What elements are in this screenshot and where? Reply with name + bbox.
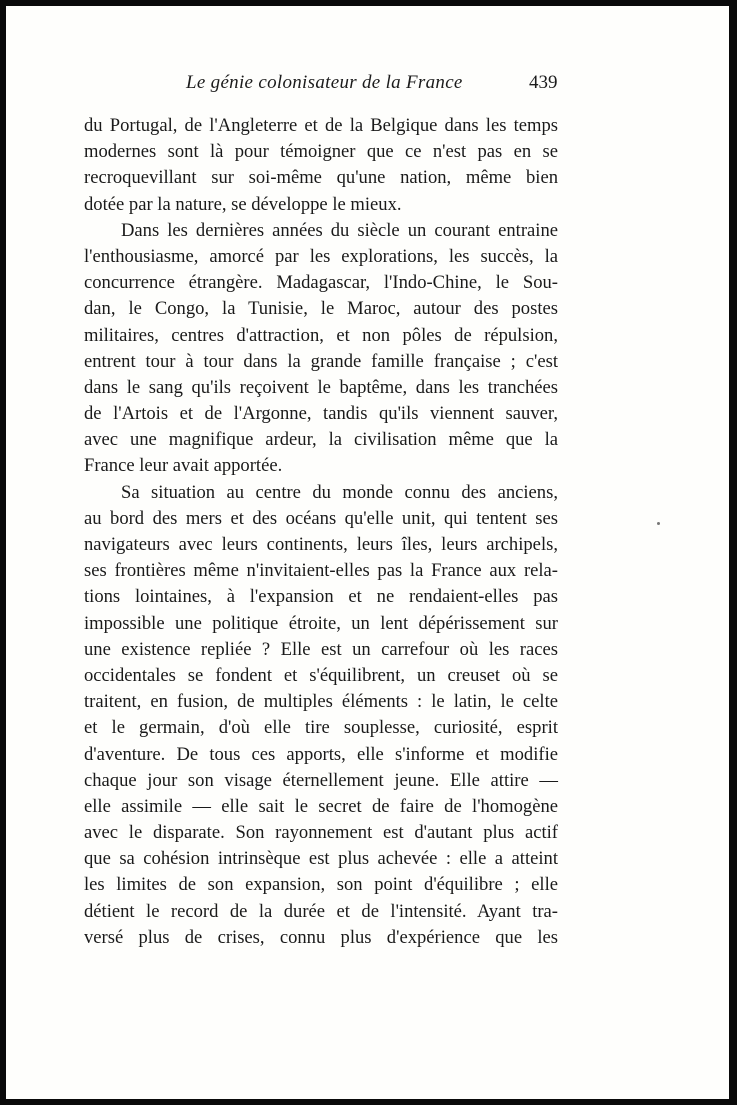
text-line: versé plus de crises, connu plus d'expérience que les bbox=[84, 926, 558, 948]
text-line: au bord des mers et des océans qu'elle unit, qui tentent ses bbox=[84, 507, 558, 529]
text-line: occidentales se fondent et s'équilibrent, un creuset où se bbox=[84, 664, 558, 686]
text-line: avec le disparate. Son rayonnement est d'autant plus actif bbox=[84, 822, 558, 844]
text-line: l'enthousiasme, amorcé par les explorations, les succès, la bbox=[84, 245, 558, 267]
text-line: que sa cohésion intrinsèque est plus achevée : elle a atteint bbox=[84, 848, 558, 870]
text-line: dans le sang qu'ils reçoivent le baptême, dans les tranchées bbox=[84, 376, 558, 398]
text-line: avec une magnifique ardeur, la civilisation même que la bbox=[84, 429, 558, 451]
text-line: traitent, en fusion, de multiples éléments : le latin, le celte bbox=[84, 691, 558, 713]
scan-border-top bbox=[0, 0, 737, 6]
text-line: chaque jour son visage éternellement jeune. Elle attire — bbox=[84, 769, 558, 791]
scan-speck bbox=[657, 522, 660, 525]
text-line: dan, le Congo, la Tunisie, le Maroc, autour des postes bbox=[84, 298, 558, 320]
text-line: du Portugal, de l'Angleterre et de la Belgique dans les temps bbox=[84, 115, 558, 136]
text-line: recroquevillant sur soi-même qu'une nation, même bien bbox=[84, 167, 558, 189]
text-line: et le germain, d'où elle tire souplesse, curiosité, esprit bbox=[84, 717, 558, 739]
text-line: France leur avait apportée. bbox=[84, 455, 283, 477]
text-line: militaires, centres d'attraction, et non pôles de répulsion, bbox=[84, 324, 558, 346]
text-line: entrent tour à tour dans la grande famille française ; c'est bbox=[84, 350, 558, 372]
text-line: tions lointaines, à l'expansion et ne rendaient-elles pas bbox=[84, 586, 558, 608]
text-line: concurrence étrangère. Madagascar, l'Indo-Chine, le Sou- bbox=[84, 272, 558, 294]
page-number: 439 bbox=[529, 72, 558, 93]
text-line: dotée par la nature, se développe le mieux. bbox=[84, 193, 402, 215]
text-line: détient le record de la durée et de l'intensité. Ayant tra- bbox=[84, 900, 558, 922]
text-line: ses frontières même n'invitaient-elles pas la France aux rela- bbox=[84, 560, 558, 582]
text-line: les limites de son expansion, son point d'équilibre ; elle bbox=[84, 874, 558, 896]
body-text bbox=[84, 113, 558, 951]
text-line: de l'Artois et de l'Argonne, tandis qu'ils viennent sauver, bbox=[84, 403, 558, 425]
text-line: d'aventure. De tous ces apports, elle s'informe et modifie bbox=[84, 743, 558, 765]
text-line: modernes sont là pour témoigner que ce n'est pas en se bbox=[84, 141, 558, 163]
text-line: Sa situation au centre du monde connu des anciens, bbox=[121, 481, 558, 503]
text-line: une existence repliée ? Elle est un carrefour où les races bbox=[84, 638, 558, 660]
text-line: elle assimile — elle sait le secret de faire de l'homogène bbox=[84, 795, 558, 817]
text-line: navigateurs avec leurs continents, leurs îles, leurs archipels, bbox=[84, 534, 558, 555]
scan-border-left bbox=[0, 0, 6, 1105]
text-line: Dans les dernières années du siècle un courant entraine bbox=[121, 219, 558, 241]
text-line: impossible une politique étroite, un lent dépérissement sur bbox=[84, 612, 558, 634]
running-title: Le génie colonisateur de la France bbox=[186, 72, 463, 93]
scan-border-right bbox=[729, 0, 737, 1105]
scan-border-bottom bbox=[0, 1099, 737, 1105]
